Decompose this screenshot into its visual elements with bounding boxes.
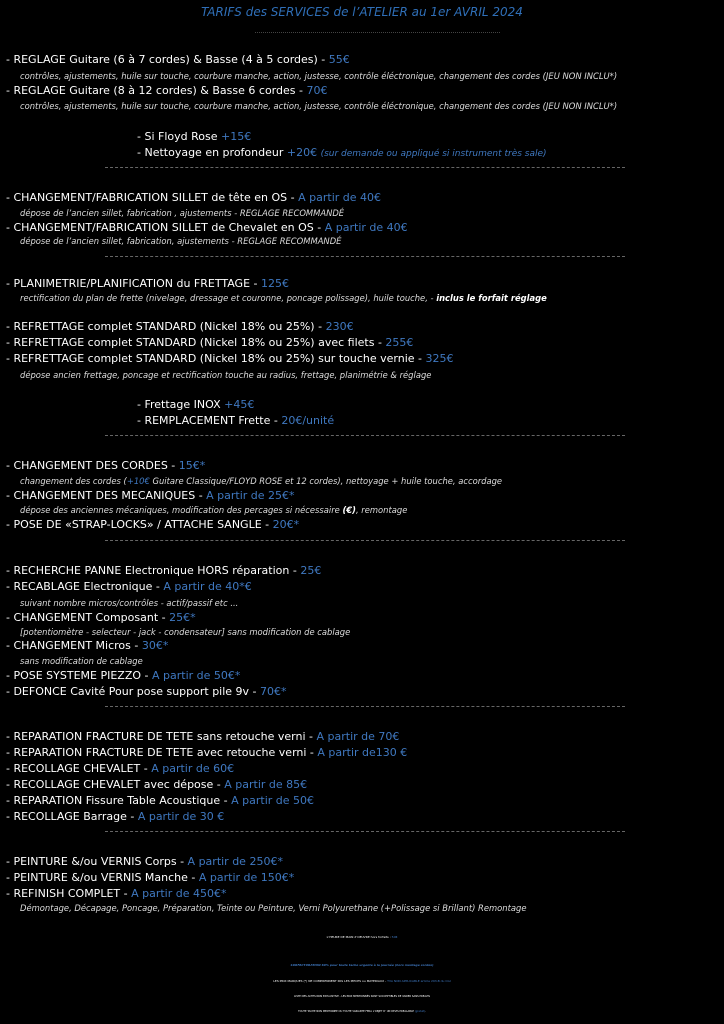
recablage bbox=[6, 580, 252, 594]
price: A partir de 50€ bbox=[231, 794, 315, 807]
label: - CHANGEMENT/FABRICATION SILLET de Chevalet en OS - bbox=[6, 221, 325, 234]
label: - Nettoyage en profondeur bbox=[137, 146, 287, 159]
label: - REGLAGE Guitare (6 à 7 cordes) & Basse (4 à 5 cordes) - bbox=[6, 53, 329, 66]
systeme-piezzo bbox=[6, 669, 240, 683]
price: 70€* bbox=[260, 685, 287, 698]
price: A partir de 250€* bbox=[187, 855, 283, 868]
text: TOUTE TACHE NON MENTIONEE OU TOUTE VARIANTE FERA L’OBJET D’ UN DEVIS PREALABLE bbox=[298, 1010, 415, 1013]
price: A partir de130 € bbox=[317, 746, 408, 759]
price: A partir de 25€* bbox=[206, 489, 295, 502]
label: - CHANGEMENT DES CORDES - bbox=[6, 459, 179, 472]
price: +45€ bbox=[224, 398, 255, 411]
label: - REGLAGE Guitare (8 à 12 cordes) & Basse 6 cordes - bbox=[6, 84, 307, 97]
label: - RECHERCHE PANNE Electronique HORS réparation - bbox=[6, 564, 301, 577]
label: - PEINTURE &/ou VERNIS Manche - bbox=[6, 871, 199, 884]
text: LES PRIX MARQUES (*) NE COMPRENNENT PAS LES PIECES ou MATERIAUX - bbox=[273, 979, 388, 983]
label: - REFRETTAGE complet STANDARD (Nickel 18% ou 25%) avec filets - bbox=[6, 336, 386, 349]
price: 255€ bbox=[385, 336, 414, 349]
frettage-inox-option bbox=[137, 398, 254, 412]
sillet-chevalet bbox=[6, 221, 408, 235]
desc: dépose des anciennes mécaniques, modification des percages si nécessaire bbox=[20, 505, 343, 515]
desc: rectification du plan de frette (nivelage, dressage et couronne, poncage polissage), huile touche, - bbox=[20, 293, 437, 303]
liste-actes: LISTE DES ACTES NON EXHAUSTIVE - LES PRIX MENTIONNÉS SONT SUCCEPTIBLES DE VARIER SANS PREAVIS bbox=[294, 995, 430, 998]
label: - REMPLACEMENT Frette - bbox=[137, 414, 282, 427]
price: 70€ bbox=[306, 84, 328, 97]
page-title: TARIFS des SERVICES de l’ATELIER au 1er AVRIL 2024 bbox=[201, 5, 523, 19]
price: A partir de 40*€ bbox=[163, 580, 252, 593]
label: - RECABLAGE Electronique - bbox=[6, 580, 164, 593]
changement-cordes bbox=[6, 459, 205, 473]
note: (sur demande ou appliqué si instrument très sale) bbox=[320, 149, 547, 159]
label: - RECOLLAGE CHEVALET - bbox=[6, 762, 152, 775]
label: - RECOLLAGE CHEVALET avec dépose - bbox=[6, 778, 225, 791]
price: A partir de 60€ bbox=[151, 762, 235, 775]
price: 50€ bbox=[391, 935, 398, 939]
price: 15€* bbox=[178, 459, 206, 472]
floyd-rose-option bbox=[137, 130, 251, 144]
prix-marques bbox=[0, 974, 724, 988]
label: - RECOLLAGE Barrage - bbox=[6, 810, 138, 823]
separator bbox=[105, 831, 625, 832]
price: 25€* bbox=[169, 611, 196, 624]
price: A partir de 40€ bbox=[324, 221, 408, 234]
label: - REPARATION Fissure Table Acoustique - bbox=[6, 794, 232, 807]
desc: changement des cordes ( bbox=[20, 476, 127, 486]
separator bbox=[105, 540, 625, 541]
nettoyage-option bbox=[137, 146, 547, 161]
recollage-barrage bbox=[6, 810, 224, 824]
price: +15€ bbox=[220, 130, 252, 143]
price: A partir de 30 € bbox=[137, 810, 225, 823]
label: - CHANGEMENT Composant - bbox=[6, 611, 170, 624]
surfacturation: SURFACTURATION 60% pour toute tache urgente à la journée (hors montage cordes) bbox=[290, 963, 434, 967]
label: - CHANGEMENT DES MECANIQUES - bbox=[6, 489, 207, 502]
reglage-1-desc: contrôles, ajustements, huile sur touche, courbure manche, action, justesse, contrôle éléctronique, changement des cordes (JEU NON INCLU*) bbox=[20, 71, 618, 81]
refrettage-vernie bbox=[6, 352, 453, 366]
sillet-tete bbox=[6, 191, 381, 205]
price: A partir de 450€* bbox=[131, 887, 227, 900]
label: - Si Floyd Rose bbox=[137, 130, 221, 143]
recablage-desc: suivant nombre micros/contrôles - actif/passif etc ... bbox=[20, 598, 239, 608]
reglage-2 bbox=[6, 84, 327, 98]
separator bbox=[105, 256, 625, 257]
label: - DEFONCE Cavité Pour pose support pile 9v - bbox=[6, 685, 261, 698]
refrettage-desc: dépose ancien frettage, poncage et rectification touche au radius, frettage, planimétrie & réglage bbox=[20, 370, 432, 380]
refinish-desc: Démontage, Décapage, Poncage, Préparation, Teinte ou Peinture, Verni Polyurethane (+Polissage si Brillant) Remontage bbox=[20, 903, 527, 913]
changement-composant bbox=[6, 611, 196, 625]
sillet-chevalet-desc: dépose de l’ancien sillet, fabrication, ajustements - REGLAGE RECOMMANDÉ bbox=[20, 236, 342, 246]
defonce-cavite bbox=[6, 685, 287, 699]
strap-locks bbox=[6, 518, 299, 532]
separator bbox=[105, 167, 625, 168]
price: A partir de 50€* bbox=[152, 669, 241, 682]
separator bbox=[105, 706, 625, 707]
price: 20€/unité bbox=[281, 414, 335, 427]
reglage-1 bbox=[6, 53, 350, 67]
changement-cordes-desc bbox=[20, 476, 502, 487]
price: 30€* bbox=[141, 639, 169, 652]
price: A partir de 150€* bbox=[198, 871, 295, 884]
label: - PEINTURE &/ou VERNIS Corps - bbox=[6, 855, 188, 868]
changement-composant-desc: [potentiomètre - selecteur - jack - condensateur] sans modification de cablage bbox=[20, 627, 351, 637]
label: - CHANGEMENT Micros - bbox=[6, 639, 142, 652]
price: +20€ bbox=[286, 146, 318, 159]
label: - REFRETTAGE complet STANDARD (Nickel 18% ou 25%) - bbox=[6, 320, 326, 333]
desc-rest: Guitare Classique/FLOYD ROSE et 12 cordes), nettoyage + huile touche, accordage bbox=[149, 476, 503, 486]
recherche-panne bbox=[6, 564, 321, 578]
peinture-manche bbox=[6, 871, 294, 885]
price: 325€ bbox=[425, 352, 454, 365]
separator bbox=[105, 435, 625, 436]
desc-bold: inclus le forfait réglage bbox=[436, 293, 547, 303]
label: - REFRETTAGE complet STANDARD (Nickel 18% ou 25%) sur touche vernie - bbox=[6, 352, 426, 365]
price: 20€* bbox=[272, 518, 300, 531]
label: - CHANGEMENT/FABRICATION SILLET de tête en OS - bbox=[6, 191, 299, 204]
changement-micros bbox=[6, 639, 168, 653]
label: - Frettage INOX bbox=[137, 398, 225, 411]
desc-rest: , remontage bbox=[355, 505, 408, 515]
planimetrie-desc bbox=[20, 293, 547, 304]
reglage-2-desc: contrôles, ajustements, huile sur touche, courbure manche, action, justesse, contrôle éléctronique, changement des cordes (JEU NON INCLU*) bbox=[20, 101, 618, 111]
refinish-complet bbox=[6, 887, 226, 901]
desc-price: +10€ bbox=[126, 476, 150, 486]
label: - REFINISH COMPLET - bbox=[6, 887, 132, 900]
label: - POSE SYSTEME PIEZZO - bbox=[6, 669, 152, 682]
refrettage-filets bbox=[6, 336, 413, 350]
fissure-table bbox=[6, 794, 314, 808]
tva: TVA NON APPLICABLE article 293-B du CGI bbox=[387, 979, 451, 983]
label: - REPARATION FRACTURE DE TETE avec retouche verni - bbox=[6, 746, 318, 759]
recollage-chevalet-depose bbox=[6, 778, 307, 792]
refrettage-standard bbox=[6, 320, 354, 334]
peinture-corps bbox=[6, 855, 283, 869]
changement-micros-desc: sans modification de cablage bbox=[20, 656, 143, 666]
recollage-chevalet bbox=[6, 762, 234, 776]
title-underline bbox=[255, 32, 500, 33]
label: L’HEURE DE MAIN d’OEUVRE hors forfaits : bbox=[326, 935, 392, 939]
changement-mecaniques bbox=[6, 489, 295, 503]
price: A partir de 85€ bbox=[224, 778, 308, 791]
label: - PLANIMETRIE/PLANIFICATION du FRETTAGE - bbox=[6, 277, 261, 290]
main-oeuvre bbox=[0, 930, 724, 944]
planimetrie bbox=[6, 277, 289, 291]
price: A partir de 70€ bbox=[316, 730, 400, 743]
fracture-sans-verni bbox=[6, 730, 399, 744]
price: 230€ bbox=[325, 320, 354, 333]
changement-mecaniques-desc bbox=[20, 505, 407, 516]
label: - REPARATION FRACTURE DE TETE sans retouche verni - bbox=[6, 730, 317, 743]
end: . bbox=[425, 1010, 426, 1013]
devis-prealable bbox=[0, 1005, 724, 1019]
gratuit: (gratuit) bbox=[414, 1010, 426, 1013]
price: 125€ bbox=[261, 277, 289, 290]
price: A partir de 40€ bbox=[298, 191, 382, 204]
remplacement-frette bbox=[137, 414, 334, 428]
fracture-avec-verni bbox=[6, 746, 407, 760]
desc-bold: (€) bbox=[342, 505, 356, 515]
price: 25€ bbox=[300, 564, 322, 577]
label: - POSE DE «STRAP-LOCKS» / ATTACHE SANGLE - bbox=[6, 518, 273, 531]
sillet-tete-desc: dépose de l’ancien sillet, fabrication , ajustements - REGLAGE RECOMMANDÉ bbox=[20, 208, 345, 218]
price: 55€ bbox=[328, 53, 350, 66]
